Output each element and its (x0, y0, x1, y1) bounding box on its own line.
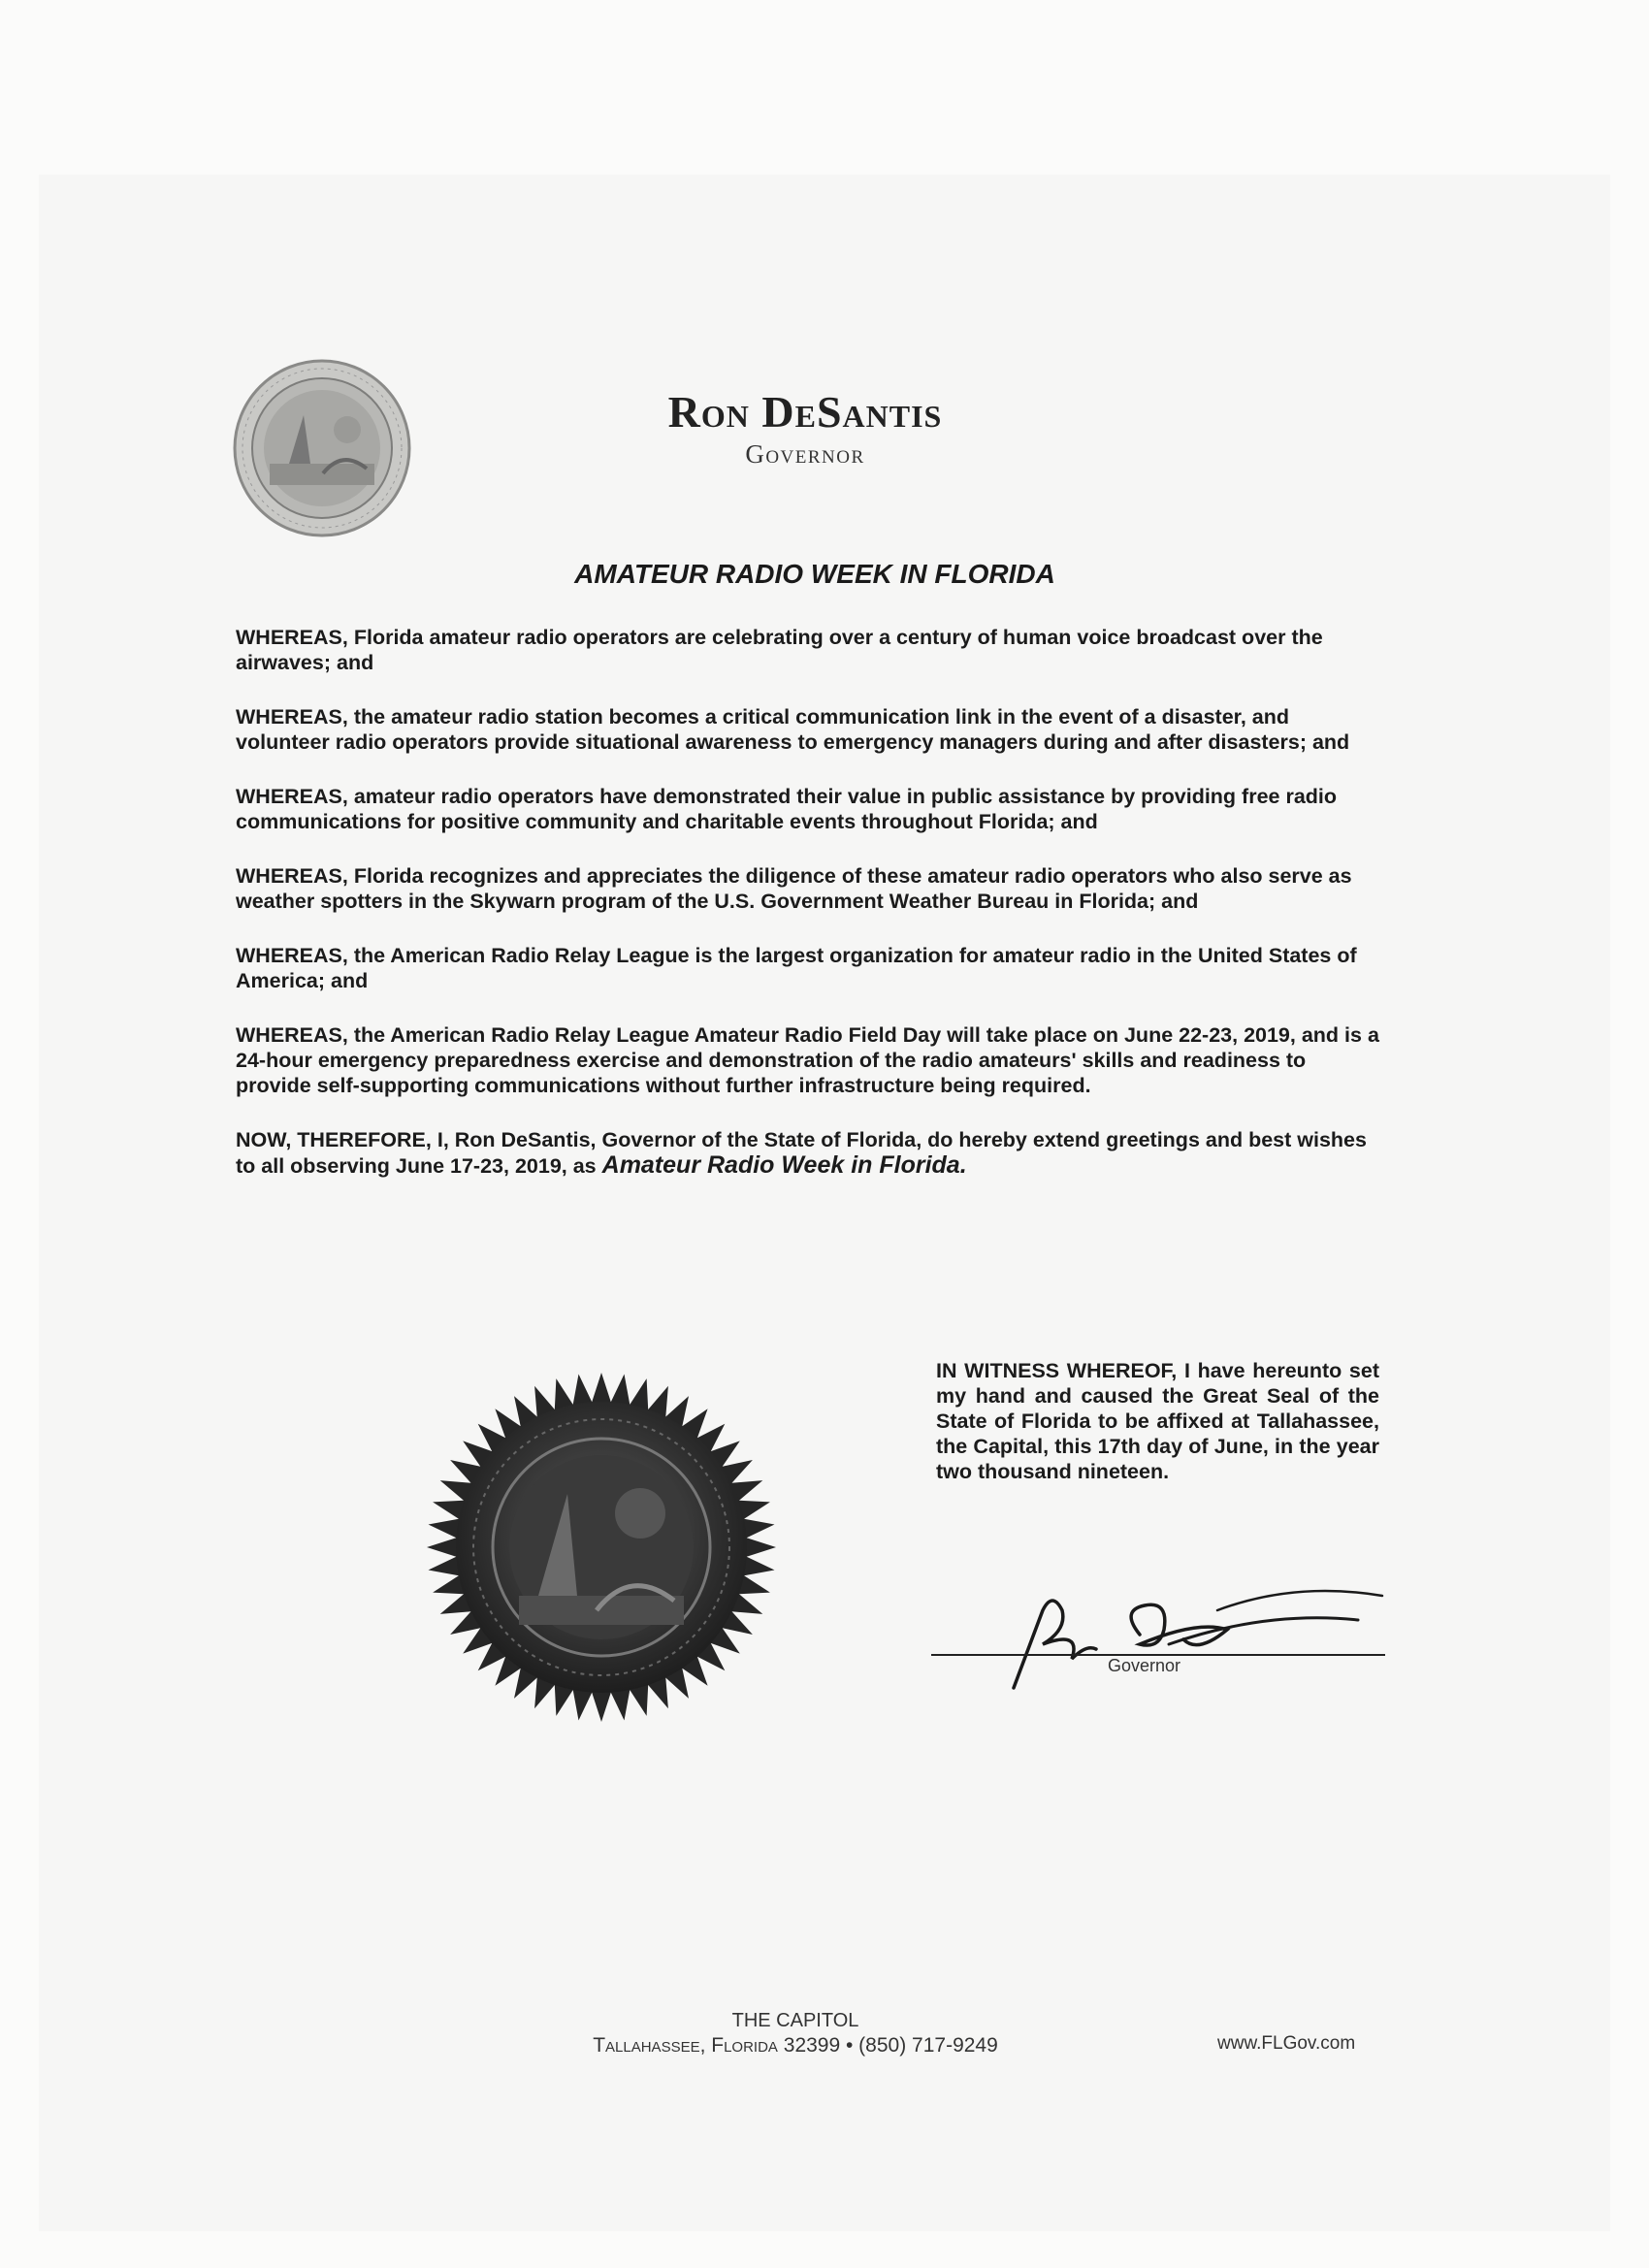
letterhead-name-block (543, 386, 1067, 470)
whereas-paragraph: WHEREAS, the American Radio Relay League is the largest organization for amateur radio in the United States of America; and (236, 944, 1357, 992)
therefore-paragraph (236, 1127, 1380, 1179)
whereas-paragraph: WHEREAS, Florida amateur radio operators are celebrating over a century of human voice broadcast over the airwaves; and (236, 626, 1323, 674)
proclamation-title: AMATEUR RADIO WEEK IN FLORIDA (574, 559, 1055, 589)
whereas-paragraph: WHEREAS, the American Radio Relay League Amateur Radio Field Day will take place on June 22-23, 2019, and is a 24-hour emergency preparedness exercise and demonstration of the radio amateurs' skills and readiness to provide self-supporting communications without further infrastructure being required. (236, 1023, 1379, 1097)
footer-line2: Tallahassee, Florida 32399 • (850) 717-9249 (593, 2034, 998, 2057)
great-seal-embossed-icon (422, 1368, 781, 1727)
therefore-text: NOW, THEREFORE, I, Ron DeSantis, Governor of the State of Florida, do hereby extend greetings and best wishes to all observing June 17-23, 2019, as (236, 1128, 1367, 1178)
whereas-paragraph: WHEREAS, amateur radio operators have demonstrated their value in public assistance by providing free radio communications for positive community and charitable events throughout Florida; and (236, 785, 1338, 833)
governor-title: Governor (745, 439, 865, 469)
footer-line1: THE CAPITOL (731, 2010, 859, 2031)
proclamation-body (236, 625, 1380, 1208)
signature-caption: Governor (1108, 1656, 1181, 1675)
footer-address (524, 2009, 1067, 2057)
whereas-paragraph: WHEREAS, Florida recognizes and appreciates the diligence of these amateur radio operators who also serve as weather spotters in the Skywarn program of the U.S. Government Weather Bureau in Florida; and (236, 864, 1352, 913)
therefore-emphasis: Amateur Radio Week in Florida. (601, 1151, 967, 1179)
governor-name: Ron DeSantis (667, 387, 943, 437)
witness-clause: IN WITNESS WHEREOF, I have hereunto set my hand and caused the Great Seal of the State of Florida to be affixed at Tallahassee, the Capital, this 17th day of June, in the year two thousand nineteen. (936, 1359, 1379, 1483)
florida-state-seal-icon (231, 357, 413, 539)
whereas-paragraph: WHEREAS, the amateur radio station becomes a critical communication link in the event of a disaster, and volunteer radio operators provide situational awareness to emergency managers during and after disasters; and (236, 705, 1350, 754)
footer-website: www.FLGov.com (1217, 2033, 1356, 2054)
governor-signature-icon (975, 1552, 1392, 1698)
